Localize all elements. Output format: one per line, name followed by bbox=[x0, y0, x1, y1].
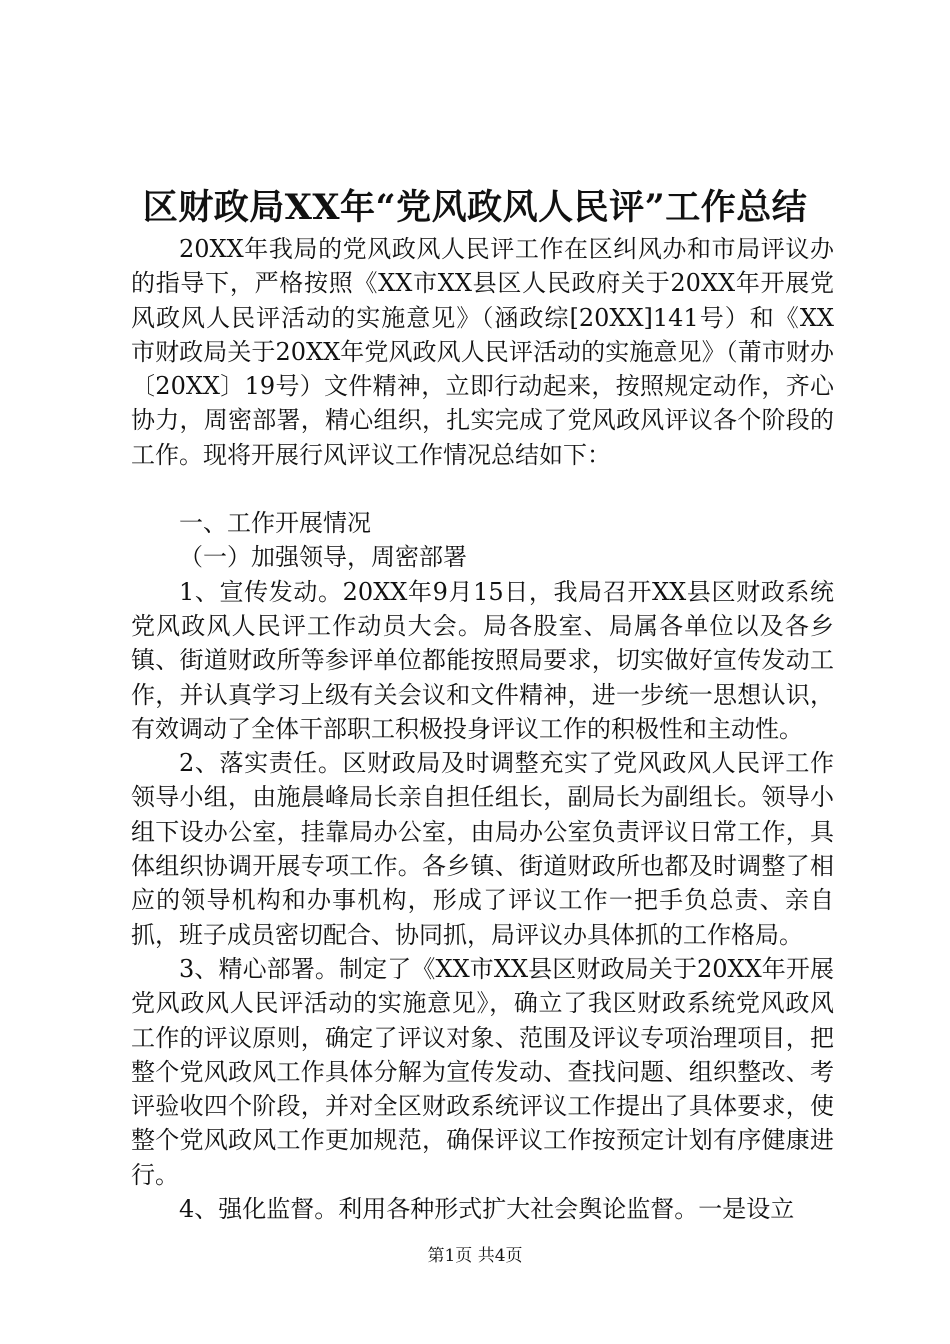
paragraph-responsibility: 2、落实责任。区财政局及时调整充实了党风政风人民评工作领导小组，由施晨峰局长亲自担任组长，副局长为副组长。领导小组下设办公室，挂靠局办公室，由局办公室负责评议日常工作，具体组织协调开展专项工作。各乡镇、街道财政所也都及时调整了相应的领导机构和办事机构，形成了评议工作一把手负总责、亲自抓，班子成员密切配合、协同抓，局评议办具体抓的工作格局。 bbox=[131, 749, 834, 949]
document-title: 区财政局XX年“党风政风人民评”工作总结 bbox=[142, 187, 808, 228]
paragraph-supervision: 4、强化监督。利用各种形式扩大社会舆论监督。一是设立 bbox=[179, 1195, 795, 1224]
page-footer: 第1页 共4页 bbox=[427, 1246, 523, 1266]
section-heading: 一、工作开展情况 bbox=[179, 509, 371, 538]
paragraph-deployment: 3、精心部署。制定了《XX市XX县区财政局关于20XX年开展党风政风人民评活动的实施意见》，确立了我区财政系统党风政风工作的评议原则，确定了评议对象、范围及评议专项治理项目，把整个党风政风工作具体分解为宣传发动、查找问题、组织整改、考评验收四个阶段，并对全区财政系统评议工作提出了具体要求，使整个党风政风工作更加规范，确保评议工作按预定计划有序健康进行。 bbox=[131, 954, 834, 1189]
paragraph-publicity: 1、宣传发动。20XX年9月15日，我局召开XX县区财政系统党风政风人民评工作动员大会。局各股室、局属各单位以及各乡镇、街道财政所等参评单位都能按照局要求，切实做好宣传发动工作，并认真学习上级有关会议和文件精神，进一步统一思想认识，有效调动了全体干部职工积极投身评议工作的积极性和主动性。 bbox=[131, 577, 834, 743]
intro-paragraph: 20XX年我局的党风政风人民评工作在区纠风办和市局评议办的指导下，严格按照《XX市XX县区人民政府关于20XX年开展党风政风人民评活动的实施意见》（涵政综[20XX]141号）和《XX市财政局关于20XX年党风政风人民评活动的实施意见》（莆市财办〔20XX〕19号）文件精神，立即行动起来，按照规定动作，齐心协力，周密部署，精心组织，扎实完成了党风政风评议各个阶段的工作。现将开展行风评议工作情况总结如下： bbox=[131, 235, 834, 469]
document-body bbox=[131, 232, 834, 1226]
subsection-heading: （一）加强领导，周密部署 bbox=[179, 543, 467, 572]
